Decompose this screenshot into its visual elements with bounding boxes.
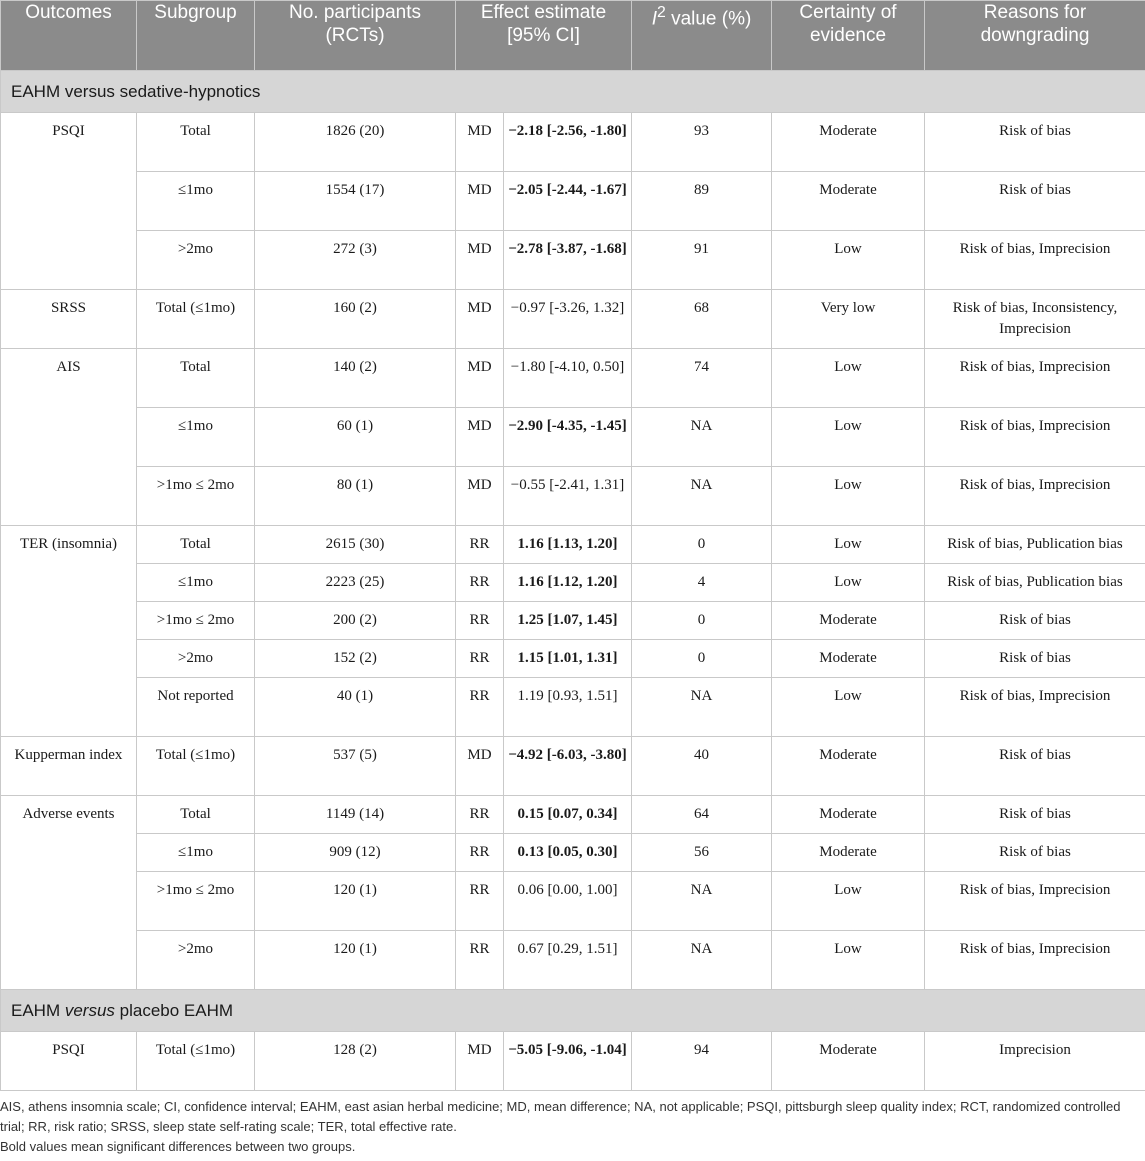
effect-estimate-cell: −1.80 [-4.10, 0.50]	[504, 349, 632, 408]
measure-cell: MD	[456, 172, 504, 231]
i2-cell: NA	[632, 467, 772, 526]
section-title	[1, 71, 1145, 113]
measure-cell: MD	[456, 349, 504, 408]
section-row	[1, 990, 1145, 1032]
participants-cell: 272 (3)	[255, 231, 456, 290]
reasons-cell: Risk of bias	[925, 640, 1145, 678]
measure-cell: RR	[456, 931, 504, 990]
certainty-cell: Moderate	[772, 172, 925, 231]
participants-cell: 1826 (20)	[255, 113, 456, 172]
subgroup-cell: Total (≤1mo)	[137, 737, 255, 796]
header-subgroup: Subgroup	[137, 1, 255, 71]
table-row	[1, 349, 1145, 408]
effect-estimate-cell: 0.06 [0.00, 1.00]	[504, 872, 632, 931]
measure-cell: RR	[456, 872, 504, 931]
effect-estimate-cell: 0.15 [0.07, 0.34]	[504, 796, 632, 834]
i2-cell: 89	[632, 172, 772, 231]
outcome-cell: TER (insomnia)	[1, 526, 137, 737]
table-row	[1, 564, 1145, 602]
measure-cell: RR	[456, 526, 504, 564]
participants-cell: 1149 (14)	[255, 796, 456, 834]
outcome-cell: Kupperman index	[1, 737, 137, 796]
subgroup-cell: >1mo ≤ 2mo	[137, 602, 255, 640]
table-row	[1, 467, 1145, 526]
subgroup-cell: ≤1mo	[137, 564, 255, 602]
subgroup-cell: Total	[137, 796, 255, 834]
certainty-cell: Low	[772, 349, 925, 408]
subgroup-cell: >2mo	[137, 640, 255, 678]
table-row	[1, 834, 1145, 872]
i2-cell: 93	[632, 113, 772, 172]
section-title-part: EAHM versus sedative-hypnotics	[11, 82, 261, 101]
subgroup-cell: Total	[137, 526, 255, 564]
effect-estimate-cell: −0.97 [-3.26, 1.32]	[504, 290, 632, 349]
participants-cell: 909 (12)	[255, 834, 456, 872]
effect-estimate-cell: −5.05 [-9.06, -1.04]	[504, 1032, 632, 1091]
participants-cell: 140 (2)	[255, 349, 456, 408]
measure-cell: RR	[456, 602, 504, 640]
reasons-cell: Imprecision	[925, 1032, 1145, 1091]
i2-cell: 74	[632, 349, 772, 408]
i2-cell: NA	[632, 872, 772, 931]
i2-label: value (%)	[671, 8, 752, 30]
certainty-cell: Low	[772, 931, 925, 990]
table-row	[1, 796, 1145, 834]
effect-estimate-cell: 1.15 [1.01, 1.31]	[504, 640, 632, 678]
header-outcomes: Outcomes	[1, 1, 137, 71]
measure-cell: RR	[456, 796, 504, 834]
certainty-cell: Very low	[772, 290, 925, 349]
reasons-cell: Risk of bias	[925, 834, 1145, 872]
participants-cell: 537 (5)	[255, 737, 456, 796]
i2-cell: 40	[632, 737, 772, 796]
header-certainty: Certainty of evidence	[772, 1, 925, 71]
i2-cell: 0	[632, 640, 772, 678]
subgroup-cell: ≤1mo	[137, 172, 255, 231]
subgroup-cell: Total (≤1mo)	[137, 290, 255, 349]
reasons-cell: Risk of bias, Inconsistency, Imprecision	[925, 290, 1145, 349]
i2-cell: NA	[632, 931, 772, 990]
subgroup-cell: >2mo	[137, 931, 255, 990]
reasons-cell: Risk of bias	[925, 172, 1145, 231]
effect-estimate-cell: 1.25 [1.07, 1.45]	[504, 602, 632, 640]
table-row	[1, 113, 1145, 172]
i2-cell: 91	[632, 231, 772, 290]
i2-cell: 4	[632, 564, 772, 602]
certainty-cell: Moderate	[772, 737, 925, 796]
certainty-cell: Low	[772, 526, 925, 564]
reasons-cell: Risk of bias, Imprecision	[925, 408, 1145, 467]
effect-estimate-cell: −2.18 [-2.56, -1.80]	[504, 113, 632, 172]
subgroup-cell: Total	[137, 349, 255, 408]
table-row	[1, 640, 1145, 678]
table-row	[1, 1032, 1145, 1091]
footnote-bold-values: Bold values mean significant differences between two groups.	[0, 1139, 356, 1154]
section-title-part: versus	[64, 1001, 115, 1020]
participants-cell: 200 (2)	[255, 602, 456, 640]
certainty-cell: Moderate	[772, 834, 925, 872]
outcome-cell: AIS	[1, 349, 137, 526]
effect-estimate-cell: −2.78 [-3.87, -1.68]	[504, 231, 632, 290]
measure-cell: MD	[456, 1032, 504, 1091]
i2-cell: NA	[632, 408, 772, 467]
i2-superscript: 2	[656, 4, 666, 21]
subgroup-cell: Total (≤1mo)	[137, 1032, 255, 1091]
subgroup-cell: >2mo	[137, 231, 255, 290]
certainty-cell: Low	[772, 408, 925, 467]
measure-cell: MD	[456, 290, 504, 349]
measure-cell: RR	[456, 640, 504, 678]
header-row	[1, 1, 1145, 71]
header-reasons: Reasons for downgrading	[925, 1, 1145, 71]
table-row	[1, 172, 1145, 231]
outcome-cell: PSQI	[1, 113, 137, 290]
reasons-cell: Risk of bias, Imprecision	[925, 467, 1145, 526]
effect-estimate-cell: 1.16 [1.12, 1.20]	[504, 564, 632, 602]
certainty-cell: Moderate	[772, 113, 925, 172]
measure-cell: MD	[456, 467, 504, 526]
participants-cell: 128 (2)	[255, 1032, 456, 1091]
outcome-cell: Adverse events	[1, 796, 137, 990]
measure-cell: RR	[456, 564, 504, 602]
section-title-part: EAHM	[11, 1001, 65, 1020]
table-row	[1, 737, 1145, 796]
reasons-cell: Risk of bias, Publication bias	[925, 526, 1145, 564]
table-body	[1, 71, 1145, 1091]
participants-cell: 160 (2)	[255, 290, 456, 349]
effect-estimate-cell: 1.16 [1.13, 1.20]	[504, 526, 632, 564]
table-row	[1, 872, 1145, 931]
certainty-cell: Low	[772, 467, 925, 526]
header-i2	[632, 1, 772, 71]
i2-symbol: I	[651, 8, 657, 30]
certainty-cell: Low	[772, 872, 925, 931]
table-footnotes	[0, 1091, 1145, 1157]
section-row	[1, 71, 1145, 113]
i2-cell: 56	[632, 834, 772, 872]
effect-estimate-cell: 1.19 [0.93, 1.51]	[504, 678, 632, 737]
table-row	[1, 408, 1145, 467]
footnote-abbreviations: AIS, athens insomnia scale; CI, confidence interval; EAHM, east asian herbal medicine; MD, mean difference; NA, not applicable; PSQI, pittsburgh sleep quality index; RCT, randomized controlled trial; RR, risk ratio; SRSS, sleep state self-rating scale; TER, total effective rate.	[0, 1099, 1121, 1134]
certainty-cell: Moderate	[772, 1032, 925, 1091]
effect-estimate-cell: 0.67 [0.29, 1.51]	[504, 931, 632, 990]
section-title-part: placebo EAHM	[114, 1001, 234, 1020]
certainty-cell: Low	[772, 564, 925, 602]
subgroup-cell: Total	[137, 113, 255, 172]
participants-cell: 2223 (25)	[255, 564, 456, 602]
reasons-cell: Risk of bias, Imprecision	[925, 678, 1145, 737]
participants-cell: 120 (1)	[255, 872, 456, 931]
reasons-cell: Risk of bias, Imprecision	[925, 349, 1145, 408]
certainty-cell: Moderate	[772, 640, 925, 678]
table-row	[1, 678, 1145, 737]
table-row	[1, 931, 1145, 990]
participants-cell: 80 (1)	[255, 467, 456, 526]
reasons-cell: Risk of bias, Imprecision	[925, 231, 1145, 290]
reasons-cell: Risk of bias, Imprecision	[925, 931, 1145, 990]
measure-cell: RR	[456, 834, 504, 872]
measure-cell: MD	[456, 737, 504, 796]
table-row	[1, 290, 1145, 349]
effect-estimate-cell: 0.13 [0.05, 0.30]	[504, 834, 632, 872]
certainty-cell: Moderate	[772, 602, 925, 640]
reasons-cell: Risk of bias	[925, 113, 1145, 172]
participants-cell: 152 (2)	[255, 640, 456, 678]
i2-cell: 68	[632, 290, 772, 349]
outcome-cell: PSQI	[1, 1032, 137, 1091]
effect-estimate-cell: −0.55 [-2.41, 1.31]	[504, 467, 632, 526]
subgroup-cell: ≤1mo	[137, 834, 255, 872]
reasons-cell: Risk of bias, Imprecision	[925, 872, 1145, 931]
table-row	[1, 602, 1145, 640]
effect-estimate-cell: −2.05 [-2.44, -1.67]	[504, 172, 632, 231]
table-row	[1, 526, 1145, 564]
reasons-cell: Risk of bias	[925, 737, 1145, 796]
subgroup-cell: ≤1mo	[137, 408, 255, 467]
participants-cell: 40 (1)	[255, 678, 456, 737]
participants-cell: 2615 (30)	[255, 526, 456, 564]
measure-cell: MD	[456, 231, 504, 290]
subgroup-cell: Not reported	[137, 678, 255, 737]
i2-cell: 0	[632, 602, 772, 640]
certainty-cell: Low	[772, 678, 925, 737]
i2-cell: 94	[632, 1032, 772, 1091]
effect-estimate-cell: −4.92 [-6.03, -3.80]	[504, 737, 632, 796]
header-effect-estimate: Effect estimate [95% CI]	[456, 1, 632, 71]
certainty-cell: Moderate	[772, 796, 925, 834]
certainty-cell: Low	[772, 231, 925, 290]
reasons-cell: Risk of bias	[925, 602, 1145, 640]
subgroup-cell: >1mo ≤ 2mo	[137, 467, 255, 526]
i2-cell: 0	[632, 526, 772, 564]
measure-cell: MD	[456, 113, 504, 172]
i2-cell: NA	[632, 678, 772, 737]
measure-cell: MD	[456, 408, 504, 467]
i2-cell: 64	[632, 796, 772, 834]
table-row	[1, 231, 1145, 290]
participants-cell: 120 (1)	[255, 931, 456, 990]
subgroup-cell: >1mo ≤ 2mo	[137, 872, 255, 931]
outcome-cell: SRSS	[1, 290, 137, 349]
participants-cell: 1554 (17)	[255, 172, 456, 231]
effect-estimate-cell: −2.90 [-4.35, -1.45]	[504, 408, 632, 467]
measure-cell: RR	[456, 678, 504, 737]
participants-cell: 60 (1)	[255, 408, 456, 467]
header-participants: No. participants (RCTs)	[255, 1, 456, 71]
reasons-cell: Risk of bias, Publication bias	[925, 564, 1145, 602]
section-title	[1, 990, 1145, 1032]
reasons-cell: Risk of bias	[925, 796, 1145, 834]
